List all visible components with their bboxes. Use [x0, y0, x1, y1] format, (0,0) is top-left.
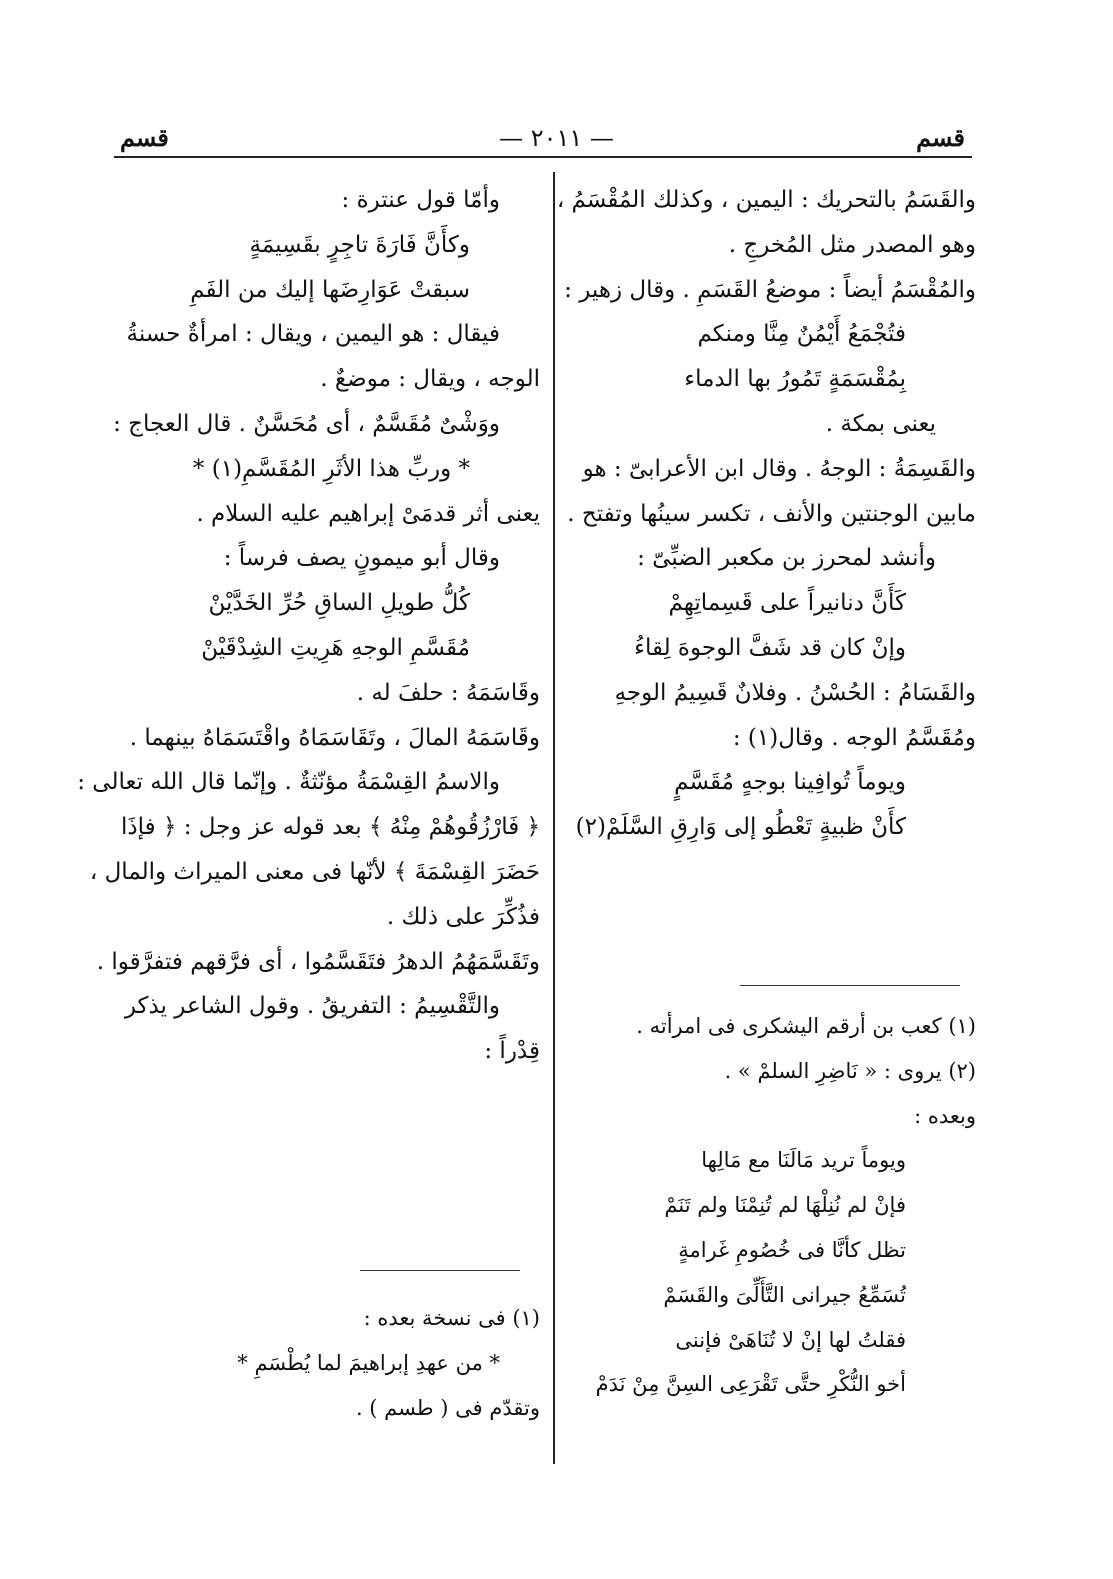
text-line: فذُكِّرَ على ذلك . [386, 903, 540, 930]
text-line: يعنى أثر قدمَىْ إبراهيم عليه السلام . [196, 500, 540, 527]
footnote-verse-line: * من عهدِ إبراهيمَ لما يُطْسَمِ * [237, 1350, 500, 1375]
verse-line: مُقَسَّمِ الوجهِ هَرِيتِ الشِدْقَيْنْ [201, 634, 470, 661]
footnote-verse-line: تُسَمِّعُ جيرانى التَّأَلِّىَ والقَسَمْ [663, 1282, 906, 1307]
footnote-verse-line: فقلتُ لها إنْ لا تُنَاهَىْ فإننى [675, 1327, 906, 1352]
text-line: والمُقْسَمُ أيضاً : موضعُ القَسَمِ . وقال زهير : [564, 276, 976, 303]
footnote-line: (١) كعب بن أرقم اليشكرى فى امرأته . [636, 1014, 976, 1038]
header-right-word: قسم [916, 123, 965, 152]
verse-line: كَأَنَّ دنانيراً على قَسِماتِهِمْ [668, 590, 906, 617]
left-column [77, 178, 540, 1074]
text-line: والاسمُ القِسْمَةُ مؤنّثةٌ . وإنّما قال الله تعالى : [77, 769, 500, 796]
footnote-line: وبعده : [914, 1103, 976, 1128]
footnote-line: وتقدّم فى ( طسم ) . [355, 1395, 540, 1420]
text-line: والقَسِمَةُ : الوجهُ . وقال ابن الأعرابىّ : هو [582, 455, 976, 482]
verse-line: فتُجْمَعُ أَيْمُنٌ مِنَّا ومنكم [697, 321, 906, 348]
text-line: حَضَرَ القِسْمَةَ ﴾ لأنّها فى معنى الميراث والمال ، [89, 858, 540, 885]
verse-line: وإنْ كان قد شَفَّ الوجوهَ لِقاءُ [634, 634, 906, 661]
verse-line: كُلُّ طويلِ الساقِ حُرِّ الخَدَّيْنْ [208, 590, 470, 617]
footnote-line: (١) فى نسخة بعده : [363, 1306, 540, 1330]
text-line: وأمّا قول عنترة : [341, 187, 500, 213]
column-divider [553, 172, 555, 1464]
verse-line: بِمُقْسَمَةٍ تَمُورُ بها الدماء [684, 366, 906, 393]
left-footnotes [122, 1296, 540, 1430]
text-line: وهو المصدر مثل المُخرجِ . [728, 231, 976, 258]
text-line: قِدْراً : [484, 1038, 540, 1065]
page-number: — ٢٠١١ — [499, 124, 614, 152]
text-line: مابين الوجنتين والأنف ، تكسر سينُها وتفتح . [567, 500, 976, 527]
text-line: والقَسَامُ : الحُسْنُ . وفلانٌ قَسِيمُ الوجهِ [614, 679, 976, 706]
verse-line: وكأَنَّ فَارَةَ تاجِرٍ بقَسِيمَةٍ [249, 231, 470, 258]
verse-line: سبقتْ عَوَارِضَها إليك من الفَمِ [190, 276, 470, 303]
footnote-rule-left [360, 1270, 520, 1271]
right-footnotes [572, 1004, 976, 1407]
verse-line: كأَنْ ظبيةٍ تَعْطُو إلى وَارِقِ السَّلَمْ(٢) [575, 814, 906, 841]
text-line: وأنشد لمحرز بن مكعبر الضبِّىّ : [637, 545, 936, 572]
text-line: ومُقَسَّمُ الوجه . وقال(١) : [732, 724, 976, 751]
footnote-verse-line: ويوماً تريد مَالَنَا مع مَالِها [701, 1148, 906, 1173]
footnote-verse-line: تظل كأنَّا فى خُصُومِ غَرامةٍ [678, 1237, 906, 1262]
footnote-verse-line: فإنْ لم نُنِلْهَا لم تُنِمْنَا ولم تَنَمْ [664, 1193, 906, 1218]
text-line: ووَشْىٌ مُقَسَّمٌ ، أى مُحَسَّنٌ . قال العجاج : [113, 410, 500, 437]
text-line: ﴿ فَارْزُقُوهُمْ مِنْهُ ﴾ بعد قوله عز وجل : ﴿ فإذَا [121, 814, 540, 841]
text-line: والقَسَمُ بالتحريك : اليمين ، وكذلك المُقْسَمُ ، [556, 187, 976, 213]
header-left-word: قسم [120, 123, 169, 152]
text-line: يعنى بمكة . [825, 410, 936, 437]
footnote-line: (٢) يروى : « نَاضِرِ السلمْ » . [724, 1058, 976, 1083]
text-line: والتَّقْسِيمُ : التفريقُ . وقول الشاعر يذكر [124, 993, 500, 1020]
verse-line: * وربِّ هذا الأثَرِ المُقَسَّمِ(١) * [192, 455, 470, 482]
text-line: فيقال : هو اليمين ، ويقال : امرأةٌ حسنةُ [126, 321, 500, 348]
verse-line: ويوماً تُوافِينا بوجهٍ مُقَسَّمٍ [674, 769, 906, 796]
right-column [556, 178, 976, 850]
text-line: الوجه ، ويقال : موضعٌ . [320, 366, 540, 393]
text-line: وتَقَسَّمَهُمُ الدهرُ فتَقَسَّمُوا ، أى فرَّقهم فتفرَّقوا . [96, 948, 540, 975]
footnote-rule-right [740, 985, 960, 986]
text-line: وقال أبو ميمونٍ يصف فرساً : [223, 545, 500, 572]
text-line: وقَاسَمَهُ : حلفَ له . [356, 679, 540, 706]
header-rule [114, 156, 972, 158]
text-line: وقَاسَمَهُ المالَ ، وتَقَاسَمَاهُ واقْتَسَمَاهُ بينهما . [129, 724, 540, 751]
footnote-verse-line: أخو النُّكْرِ حتَّى تَقْرَعِى السِنَّ مِنْ نَدَمْ [595, 1372, 906, 1397]
